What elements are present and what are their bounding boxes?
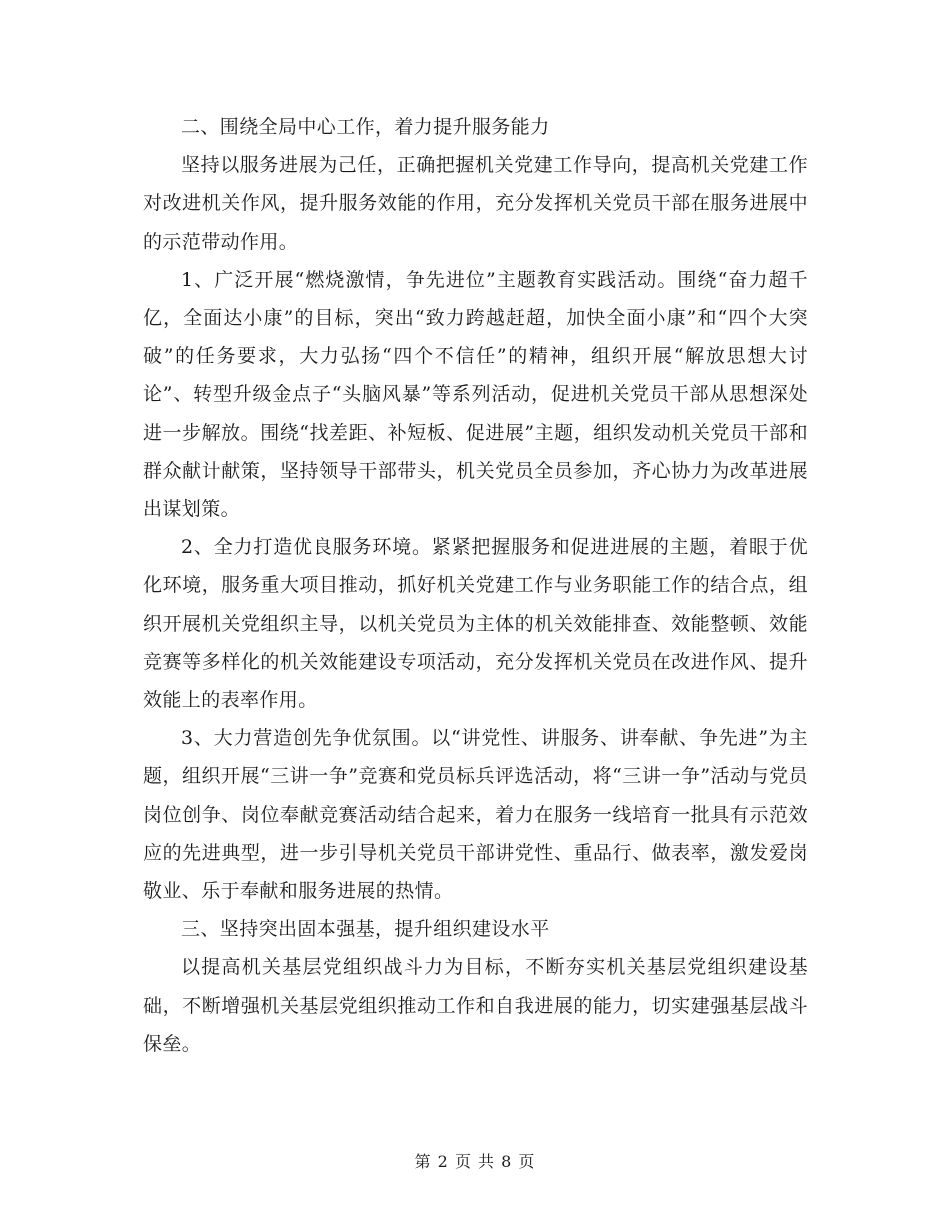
body-paragraph: 以提高机关基层党组织战斗力为目标，不断夯实机关基层党组织建设基础，不断增强机关基层党组织推动工作和自我进展的能力，切实建强基层战斗保垒。	[143, 956, 808, 1055]
body-paragraph: 坚持以服务进展为己任，正确把握机关党建工作导向，提高机关党建工作对改进机关作风，提升服务效能的作用，充分发挥机关党员干部在服务进展中的示范带动作用。	[143, 154, 808, 253]
section-heading-2: 二、围绕全局中心工作，着力提升服务能力	[181, 116, 550, 138]
section-heading-3: 三、坚持突出固本强基，提升组织建设水平	[181, 918, 550, 941]
list-item-paragraph-1: 1、广泛开展“燃烧激情，争先进位”主题教育实践活动。围绕“奋力超千亿，全面达小康”的目标，突出“致力跨越赶超，加快全面小康”和“四个大突破”的任务要求，大力弘扬“四个不信任”的精神，组织开展“解放思想大讨论”、转型升级金点子“头脑风暴”等系列活动，促进机关党员干部从思想深处进一步解放。围绕“找差距、补短板、促进展”主题，组织发动机关党员干部和群众献计献策，坚持领导干部带头，机关党员全员参加，齐心协力为改革进展出谋划策。	[143, 268, 808, 521]
document-body	[143, 108, 808, 1063]
list-item-paragraph-2: 2、全力打造优良服务环境。紧紧把握服务和促进进展的主题，着眼于优化环境，服务重大项目推动，抓好机关党建工作与业务职能工作的结合点，组织开展机关党组织主导，以机关党员为主体的机关效能排查、效能整顿、效能竞赛等多样化的机关效能建设专项活动，充分发挥机关党员在改进作风、提升效能上的表率作用。	[143, 536, 808, 712]
list-item-paragraph-3: 3、大力营造创先争优氛围。以“讲党性、讲服务、讲奉献、争先进”为主题，组织开展“三讲一争”竞赛和党员标兵评选活动，将“三讲一争”活动与党员岗位创争、岗位奉献竞赛活动结合起来，着力在服务一线培育一批具有示范效应的先进典型，进一步引导机关党员干部讲党性、重品行、做表率，激发爱岗敬业、乐于奉献和服务进展的热情。	[143, 727, 808, 903]
page-number-footer: 第 2 页 共 8 页	[414, 1152, 536, 1171]
